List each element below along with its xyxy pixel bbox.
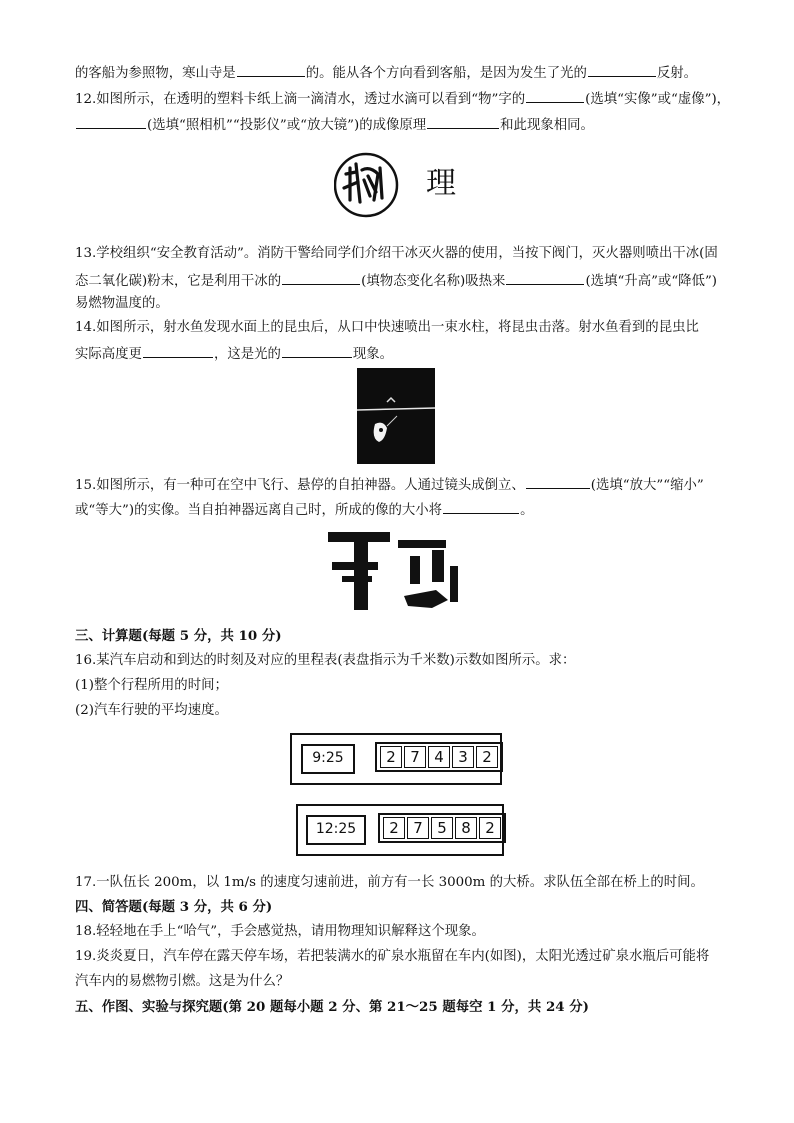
selfie-drone-image: [328, 526, 466, 614]
digit: 3: [452, 746, 474, 768]
q13-blank-2[interactable]: [506, 270, 584, 285]
q11-text-b: 的。能从各个方向看到客船，是因为发生了光的: [305, 66, 587, 81]
q13-line-3: 易燃物温度的。: [75, 296, 169, 311]
q16-line-1: 16.某汽车启动和到达的时刻及对应的里程表(表盘指示为千米数)示数如图所示。求：: [75, 653, 576, 668]
odometer-start-digits: [375, 742, 503, 772]
digit: 7: [407, 817, 429, 839]
q14-blank-1[interactable]: [143, 343, 213, 358]
q13-text-2a: 态二氧化碳)粉末，它是利用干冰的: [75, 274, 282, 289]
q12-blank-3[interactable]: [427, 114, 499, 129]
archer-fish-image: [357, 368, 435, 464]
q12-line-1: [75, 88, 735, 110]
section-5-heading: 五、作图、实验与探究题(第 20 题每小题 2 分、第 21～25 题每空 1 分，共 24 分): [75, 999, 590, 1015]
q19-line-2: 汽车内的易燃物引燃。这是为什么？: [75, 974, 290, 989]
odometer-end-time: 12:25: [306, 815, 366, 845]
q15-blank-1[interactable]: [526, 474, 590, 489]
digit: 2: [383, 817, 405, 839]
q15-text-2a: 或“等大”)的实像。当自拍神器远离自己时，所成的像的大小将: [75, 503, 443, 518]
odometer-end: [296, 804, 504, 856]
q12-text-2b: 和此现象相同。: [500, 118, 594, 133]
odometer-end-digits: [378, 813, 506, 843]
q14-text-2a: 实际高度更: [75, 347, 142, 362]
q12-blank-1[interactable]: [526, 88, 584, 103]
q14-text-2c: 现象。: [352, 347, 394, 362]
q13-line-2: [75, 270, 735, 292]
q12-line-2: [75, 114, 735, 136]
q13-text-2b: (填物态变化名称)吸热来: [361, 274, 506, 289]
q14-line-2: [75, 343, 735, 365]
q12-text-1b: (选填“实像”或“虚像”)，: [585, 92, 731, 107]
q13-line-1: 13.学校组织“安全教育活动”。消防干警给同学们介绍干冰灭火器的使用，当按下阀门，灭火器则喷出干冰(固: [75, 246, 718, 261]
q15-line-1: [75, 474, 735, 496]
q14-line-1: 14.如图所示，射水鱼发现水面上的昆虫后，从口中快速喷出一束水柱，将昆虫击落。射水鱼看到的昆虫比: [75, 320, 699, 335]
digit: 7: [404, 746, 426, 768]
q12-figure-text: 理: [426, 166, 456, 201]
q15-line-2: [75, 499, 735, 521]
q12-text-1a: 12.如图所示，在透明的塑料卡纸上滴一滴清水，透过水滴可以看到“物”字的: [75, 92, 526, 107]
q15-blank-2[interactable]: [443, 499, 519, 514]
q11-text-c: 反射。: [656, 66, 698, 81]
q15-text-2b: 。: [520, 503, 534, 518]
q15-text-1b: (选填“放大”“缩小”: [590, 478, 704, 493]
digit: 2: [476, 746, 498, 768]
q17-line: 17.一队伍长 200m，以 1m/s 的速度匀速前进，前方有一长 3000m 的大桥。求队伍全部在桥上的时间。: [75, 875, 704, 890]
q14-blank-2[interactable]: [282, 343, 352, 358]
q14-text-2b: ，这是光的: [213, 347, 281, 362]
q11-blank-1[interactable]: [237, 62, 305, 77]
q19-line-1: 19.炎炎夏日，汽车停在露天停车场，若把装满水的矿泉水瓶留在车内(如图)，太阳光透过矿泉水瓶后可能将: [75, 949, 710, 964]
q11-blank-2[interactable]: [588, 62, 656, 77]
q12-blank-2[interactable]: [76, 114, 146, 129]
q13-blank-1[interactable]: [282, 270, 360, 285]
q15-text-1a: 15.如图所示，有一种可在空中飞行、悬停的自拍神器。人通过镜头成倒立、: [75, 478, 525, 493]
q16-line-3: (2)汽车行驶的平均速度。: [75, 703, 228, 718]
section-3-heading: 三、计算题(每题 5 分，共 10 分): [75, 628, 282, 644]
digit: 4: [428, 746, 450, 768]
digit: 2: [479, 817, 501, 839]
q16-line-2: (1)整个行程所用的时间；: [75, 678, 228, 693]
section-4-heading: 四、简答题(每题 3 分，共 6 分): [75, 899, 273, 915]
q13-text-2c: (选填“升高”或“降低”): [585, 274, 718, 289]
q11-tail-line: [75, 62, 735, 84]
odometer-start-time: 9:25: [301, 744, 355, 774]
q11-text-a: 的客船为参照物，寒山寺是: [75, 66, 236, 81]
q12-text-2a: (选填“照相机”“投影仪”或“放大镜”)的成像原理: [147, 118, 427, 133]
digit: 5: [431, 817, 453, 839]
q18-line: 18.轻轻地在手上“哈气”，手会感觉热，请用物理知识解释这个现象。: [75, 924, 485, 939]
digit: 2: [380, 746, 402, 768]
digit: 8: [455, 817, 477, 839]
odometer-start: [290, 733, 502, 785]
q12-figure: [334, 152, 470, 222]
